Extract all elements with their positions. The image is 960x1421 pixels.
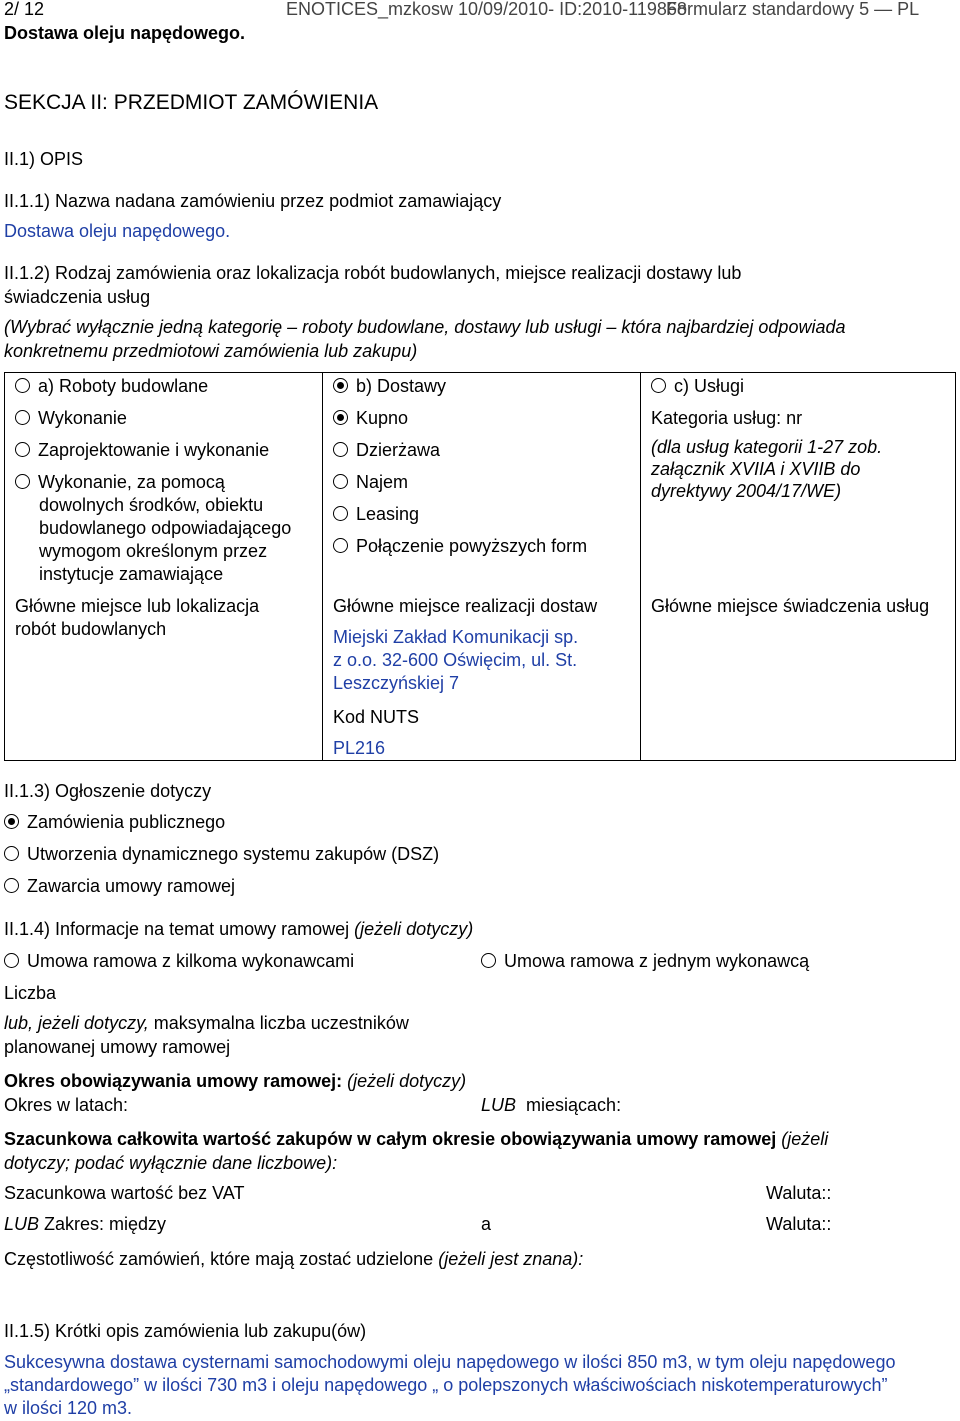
notice-reference: ENOTICES_mzkosw 10/09/2010- ID:2010-119868 — [286, 0, 687, 19]
works-location-label-line1: Główne miejsce lub lokalizacja — [15, 596, 260, 616]
contract-name-label: II.1.1) Nazwa nadana zamówieniu przez podmiot zamawiający — [4, 191, 502, 211]
works-location-label-line2: robót budowlanych — [15, 619, 167, 639]
works-option-any-means-line5: instytucje zamawiające — [39, 564, 224, 584]
section-heading: SEKCJA II: PRZEDMIOT ZAMÓWIENIA — [4, 91, 379, 114]
page-number: 2/ 12 — [4, 0, 45, 19]
works-option-any-means-line3: budowlanego odpowiadającego — [39, 518, 292, 538]
framework-total-value-label-line1: Szacunkowa całkowita wartość zakupów w całym okresie obowiązywania umowy ramowej (jeżeli — [4, 1129, 829, 1149]
radio-empty-icon — [15, 474, 30, 489]
contract-type-label-line1: II.1.2) Rodzaj zamówienia oraz lokalizacja robót budowlanych, miejsce realizacji dostawy lub — [4, 263, 742, 283]
radio-selected-icon — [4, 814, 19, 829]
subsection-opis: II.1) OPIS — [4, 149, 84, 169]
radio-empty-icon — [333, 538, 348, 553]
radio-empty-icon — [651, 378, 666, 393]
framework-participant-count-label: Liczba — [4, 983, 57, 1003]
supplies-column — [323, 373, 640, 760]
contract-category-table — [4, 372, 956, 761]
nuts-code-value: PL216 — [333, 738, 386, 758]
contract-type-note-line2: konkretnemu przedmiotowi zamówienia lub zakupu) — [4, 341, 418, 361]
services-column — [641, 373, 957, 760]
radio-selected-icon — [333, 410, 348, 425]
supplies-option-combination[interactable]: Połączenie powyższych form — [333, 535, 587, 557]
works-column — [5, 373, 322, 760]
framework-total-value-label-line2: dotyczy; podać wyłącznie dane liczbowe): — [4, 1153, 338, 1173]
radio-empty-icon — [15, 442, 30, 457]
notice-dps-option[interactable]: Utworzenia dynamicznego systemu zakupów (DSZ) — [4, 843, 439, 865]
supplies-option-leasing[interactable]: Leasing — [333, 503, 419, 525]
services-category-label: Kategoria usług: nr — [651, 408, 803, 428]
radio-selected-icon — [333, 378, 348, 393]
contract-type-note-line1: (Wybrać wyłącznie jedną kategorię – roboty budowlane, dostawy lub usługi – która najbardziej odpowiada — [4, 317, 846, 337]
radio-empty-icon — [15, 410, 30, 425]
framework-max-participants-label-line2: planowanej umowy ramowej — [4, 1037, 231, 1057]
supplies-location-line2: z o.o. 32-600 Oświęcim, ul. St. — [333, 650, 578, 670]
works-option-any-means-line4: wymogom określonym przez — [39, 541, 268, 561]
services-category-note-line2: załącznik XVIIA i XVIIB do — [651, 459, 861, 479]
estimated-value-currency-label: Waluta:: — [766, 1183, 832, 1203]
short-description-line1: Sukcesywna dostawa cysternami samochodowymi oleju napędowego w ilości 850 m3, w tym oleju napędowego — [4, 1352, 896, 1372]
supplies-location-label: Główne miejsce realizacji dostaw — [333, 596, 598, 616]
works-option-any-means[interactable]: Wykonanie, za pomocą — [15, 471, 225, 493]
services-location-label: Główne miejsce świadczenia usług — [651, 596, 930, 616]
radio-empty-icon — [481, 953, 496, 968]
services-category-note-line1: (dla usług kategorii 1-27 zob. — [651, 437, 883, 457]
notice-public-contract-option[interactable]: Zamówienia publicznego — [4, 811, 225, 833]
supplies-location-line1: Miejski Zakład Komunikacji sp. — [333, 627, 579, 647]
works-option-design-build[interactable]: Zaprojektowanie i wykonanie — [15, 439, 269, 461]
nuts-code-label: Kod NUTS — [333, 707, 420, 727]
radio-empty-icon — [4, 953, 19, 968]
notice-framework-option[interactable]: Zawarcia umowy ramowej — [4, 875, 235, 897]
document-title: Dostawa oleju napędowego. — [4, 23, 246, 43]
contract-type-label-line2: świadczenia usług — [4, 287, 151, 307]
services-radio[interactable]: c) Usługi — [651, 375, 744, 397]
radio-empty-icon — [4, 878, 19, 893]
supplies-option-kupno[interactable]: Kupno — [333, 407, 408, 429]
framework-duration-years-label: Okres w latach: — [4, 1095, 129, 1115]
value-range-currency-label: Waluta:: — [766, 1214, 832, 1234]
supplies-radio[interactable]: b) Dostawy — [333, 375, 446, 397]
works-radio[interactable]: a) Roboty budowlane — [15, 375, 208, 397]
form-type: Formularz standardowy 5 — PL — [666, 0, 920, 19]
contract-name-value: Dostawa oleju napędowego. — [4, 221, 231, 241]
framework-max-participants-label-line1: lub, jeżeli dotyczy, maksymalna liczba uczestników — [4, 1013, 409, 1033]
radio-empty-icon — [4, 846, 19, 861]
services-category-note-line3: dyrektywy 2004/17/WE) — [651, 481, 842, 501]
works-option-wykonanie[interactable]: Wykonanie — [15, 407, 127, 429]
award-frequency-label: Częstotliwość zamówień, które mają zostać udzielone (jeżeli jest znana): — [4, 1249, 584, 1269]
framework-multiple-operators-option[interactable]: Umowa ramowa z kilkoma wykonawcami — [4, 950, 354, 972]
supplies-option-najem[interactable]: Najem — [333, 471, 408, 493]
radio-empty-icon — [333, 506, 348, 521]
framework-duration-label: Okres obowiązywania umowy ramowej: (jeżeli dotyczy) — [4, 1071, 467, 1091]
value-range-label: LUB Zakres: między — [4, 1214, 167, 1234]
radio-empty-icon — [333, 474, 348, 489]
estimated-value-excl-vat-label: Szacunkowa wartość bez VAT — [4, 1183, 245, 1203]
radio-empty-icon — [333, 442, 348, 457]
framework-duration-months-label: LUB miesiącach: — [481, 1095, 622, 1115]
supplies-option-dzierzawa[interactable]: Dzierżawa — [333, 439, 440, 461]
value-range-and-label: a — [481, 1214, 492, 1234]
notice-involves-label: II.1.3) Ogłoszenie dotyczy — [4, 781, 212, 801]
supplies-location-line3: Leszczyńskiej 7 — [333, 673, 460, 693]
short-description-line3: w ilości 120 m3. — [4, 1398, 133, 1418]
short-description-line2: „standardowego” w ilości 730 m3 i oleju napędowego „ o polepszonych właściwościach niskotemperaturowych” — [4, 1375, 888, 1395]
framework-info-label: II.1.4) Informacje na temat umowy ramowej (jeżeli dotyczy) — [4, 919, 474, 939]
short-description-label: II.1.5) Krótki opis zamówienia lub zakupu(ów) — [4, 1321, 367, 1341]
works-option-any-means-line2: dowolnych środków, obiektu — [39, 495, 264, 515]
framework-single-operator-option[interactable]: Umowa ramowa z jednym wykonawcą — [481, 950, 809, 972]
radio-empty-icon — [15, 378, 30, 393]
